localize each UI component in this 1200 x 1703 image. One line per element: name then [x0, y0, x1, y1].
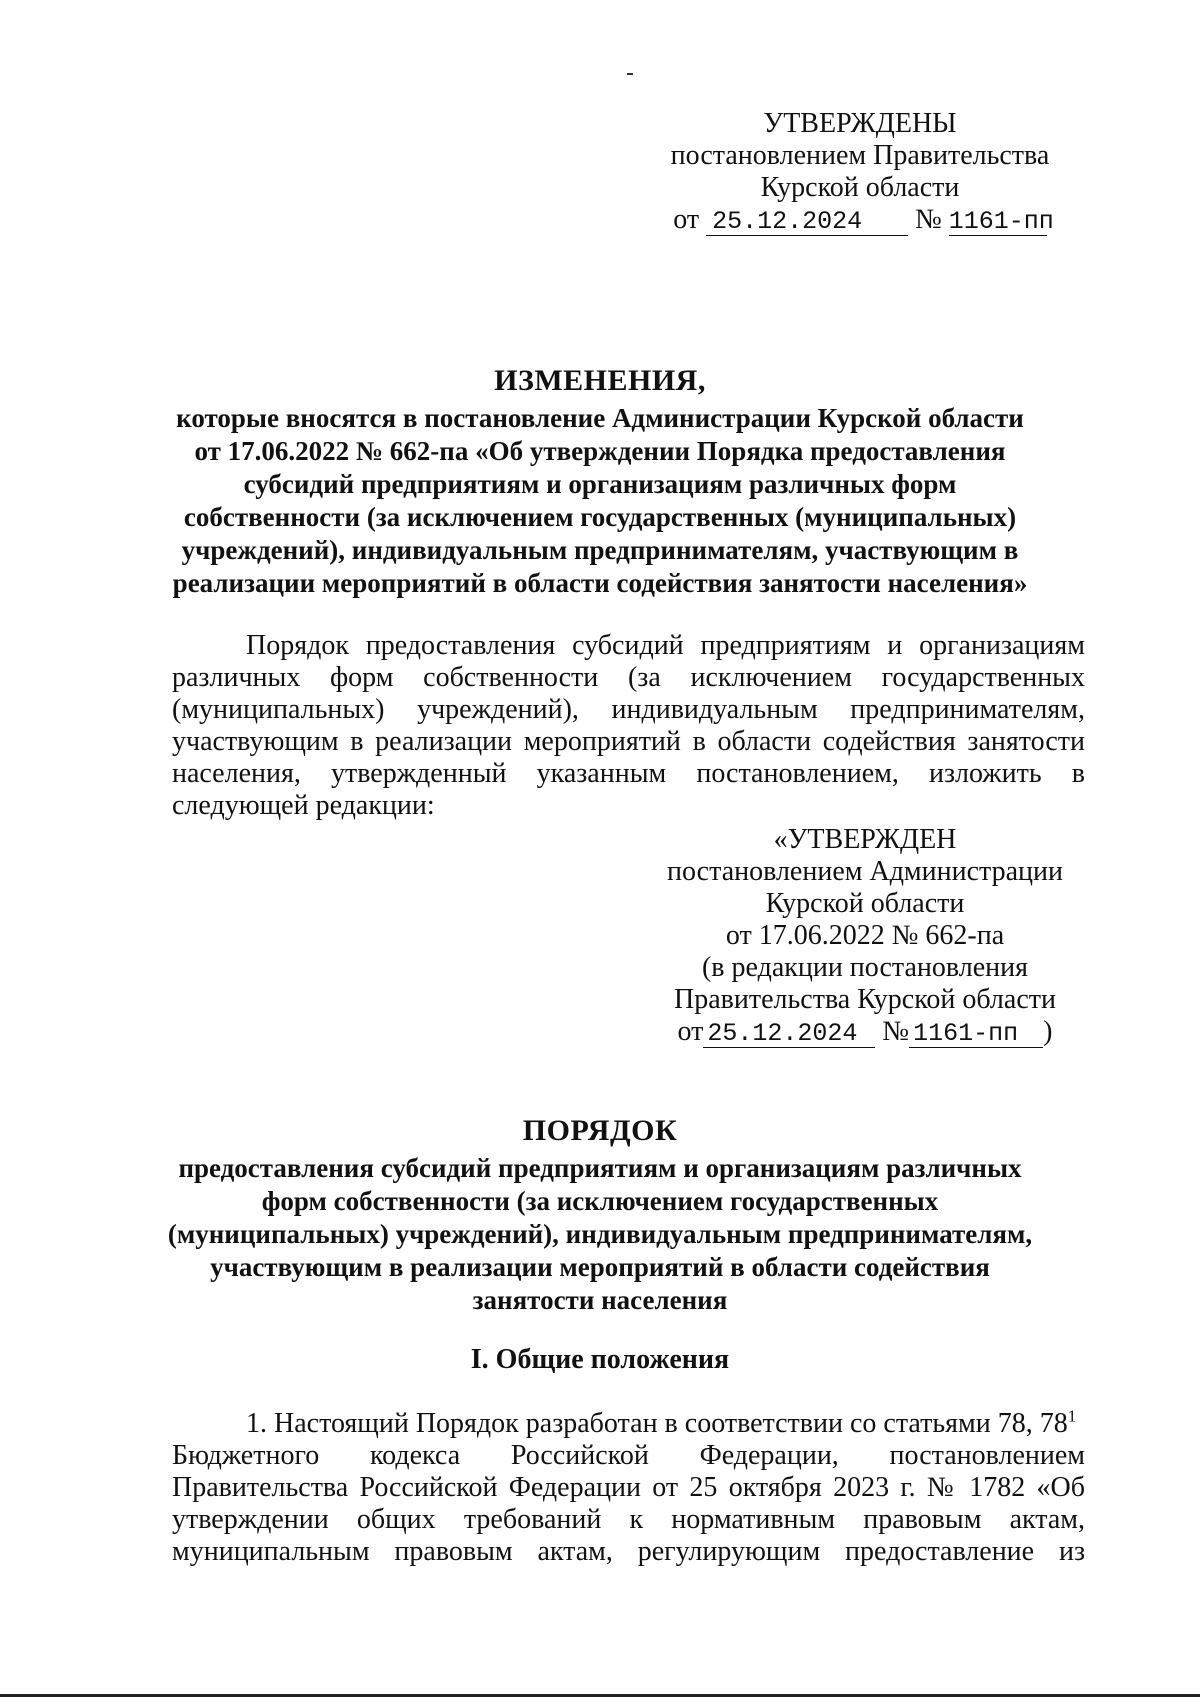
approval-line: Правительства Курской области [674, 984, 1056, 1015]
approval-number-field: 1161-пп [909, 1021, 1043, 1048]
approval-line: (в редакции постановления [701, 952, 1029, 983]
approval-date-line [660, 1016, 1070, 1048]
paragraph-line: утверждении общих требований к нормативным правовым актам, [172, 1504, 1085, 1535]
order-approval-block [660, 824, 1070, 1048]
scan-edge-line [0, 1694, 1200, 1697]
heading-line: занятости населения [472, 1285, 728, 1315]
clause-1-paragraph [172, 1408, 1085, 1568]
scan-mark [627, 73, 633, 75]
clause-text: 1. Настоящий Порядок разработан в соответствии со статьями 78, 78 [246, 1408, 1068, 1439]
approval-stamp-block [640, 108, 1080, 236]
approval-line: постановлением Администрации [667, 856, 1063, 887]
intro-paragraph [172, 630, 1085, 822]
heading-line: от 17.06.2022 № 662-па «Об утверждении Порядка предоставления [194, 436, 1006, 466]
paragraph-line: Порядок предоставления субсидий предприятиям и организациям [246, 630, 1085, 661]
paragraph-line: Бюджетного кодекса Российской Федерации, постановлением [172, 1440, 1085, 1471]
approval-line: от 17.06.2022 № 662-па [725, 920, 1005, 951]
approval-number-field: 1161-пп [948, 207, 1054, 236]
approval-date-field: 25.12.2024 [706, 209, 908, 236]
date-prefix: от [673, 204, 700, 235]
paragraph-line: участвующим в реализации мероприятий в области содействия занятости [172, 726, 1085, 757]
heading-line: реализации мероприятий в области содействия занятости населения» [172, 568, 1028, 598]
order-heading: ПОРЯДОК [522, 1114, 678, 1147]
number-prefix: № [915, 204, 942, 235]
approval-title: УТВЕРЖДЕНЫ [763, 108, 957, 139]
date-prefix: от [677, 1016, 704, 1047]
paragraph-line [172, 1408, 1085, 1440]
heading-line: форм собственности (за исключением государственных [261, 1186, 939, 1216]
paragraph-line: населения, утвержденный указанным постановлением, изложить в [172, 758, 1085, 789]
heading-line: субсидий предприятиям и организациям различных форм [243, 469, 957, 499]
closing-paren: ) [1043, 1016, 1053, 1047]
heading-line: собственности (за исключением государственных (муниципальных) [183, 502, 1017, 532]
heading-line: учреждений), индивидуальным предпринимателям, участвующим в [181, 535, 1019, 565]
paragraph-line: различных форм собственности (за исключением государственных [172, 662, 1085, 693]
order-subheading [150, 1152, 1050, 1317]
approval-line: постановлением Правительства [670, 140, 1050, 171]
paragraph-line: муниципальным правовым актам, регулирующим предоставление из [172, 1536, 1085, 1567]
approval-line: Курской области [760, 172, 960, 203]
paragraph-line: следующей редакции: [172, 790, 435, 821]
number-prefix: № [882, 1016, 910, 1047]
paragraph-line: Правительства Российской Федерации от 25 октября 2023 г. № 1782 «Об [172, 1472, 1085, 1503]
section-heading: I. Общие положения [470, 1344, 730, 1375]
approval-line: Курской области [765, 888, 965, 919]
heading-line: предоставления субсидий предприятиям и организациям различных [178, 1153, 1022, 1183]
approval-date-field: 25.12.2024 [703, 1021, 875, 1048]
approval-title: «УТВЕРЖДЕН [773, 824, 957, 855]
changes-heading: ИЗМЕНЕНИЯ, [494, 364, 706, 397]
heading-line: участвующим в реализации мероприятий в области содействия [210, 1252, 990, 1282]
superscript: 1 [1067, 1406, 1077, 1426]
paragraph-line: (муниципальных) учреждений), индивидуальным предпринимателям, [172, 694, 1085, 725]
heading-line: которые вносятся в постановление Администрации Курской области [176, 403, 1024, 433]
changes-subheading [150, 402, 1050, 600]
approval-date-line [640, 204, 1080, 236]
heading-line: (муниципальных) учреждений), индивидуальным предпринимателям, [167, 1219, 1033, 1249]
